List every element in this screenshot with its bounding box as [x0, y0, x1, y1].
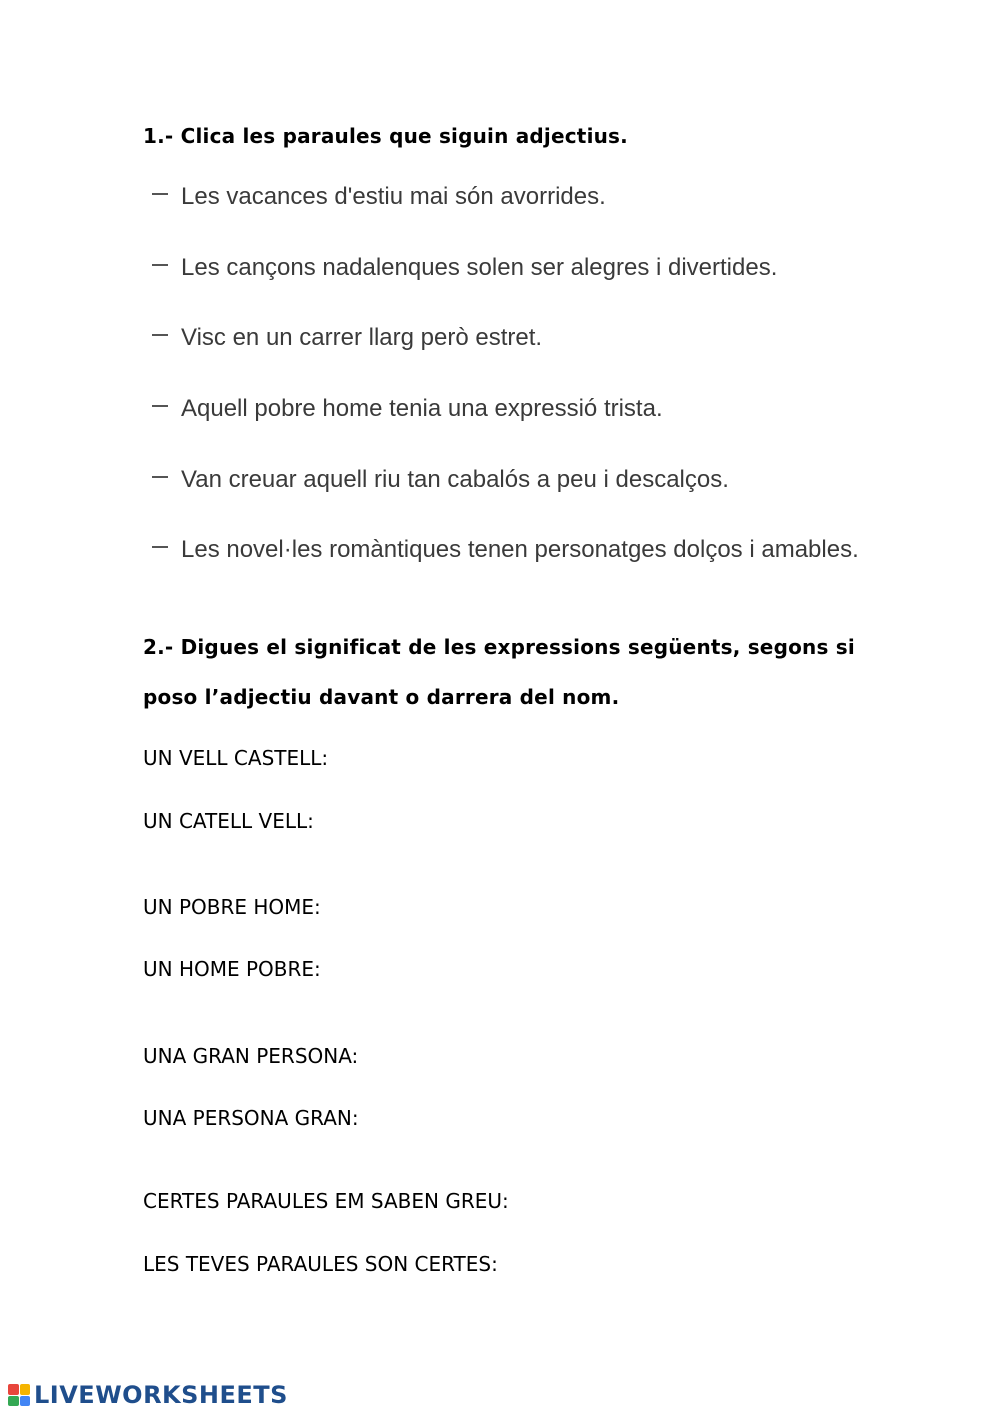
liveworksheets-logo — [8, 1381, 288, 1409]
sentence-3[interactable] — [152, 324, 542, 352]
expression-7: CERTES PARAULES EM SABEN GREU: — [143, 1189, 509, 1213]
logo-blocks-icon — [8, 1384, 30, 1406]
dash-icon — [152, 193, 168, 195]
section2-heading-line1: 2.- Digues el significat de les expressions següents, segons si — [143, 635, 855, 659]
sentence-4[interactable] — [152, 395, 663, 423]
expression-3: UN POBRE HOME: — [143, 895, 321, 919]
expression-4: UN HOME POBRE: — [143, 957, 321, 981]
dash-icon — [152, 476, 168, 478]
expression-6: UNA PERSONA GRAN: — [143, 1106, 359, 1130]
dash-icon — [152, 546, 168, 548]
expression-8: LES TEVES PARAULES SON CERTES: — [143, 1252, 498, 1276]
section2-heading-line2: poso l’adjectiu davant o darrera del nom. — [143, 685, 620, 709]
sentence-text[interactable]: Les novel·les romàntiques tenen personatges dolços i amables. — [181, 536, 859, 563]
expression-5: UNA GRAN PERSONA: — [143, 1044, 359, 1068]
logo-block — [8, 1384, 19, 1395]
logo-block — [20, 1384, 31, 1395]
logo-block — [20, 1396, 31, 1407]
logo-text: LIVEWORKSHEETS — [34, 1381, 288, 1409]
sentence-2[interactable] — [152, 254, 777, 282]
sentence-6[interactable] — [152, 536, 859, 564]
sentence-text[interactable]: Aquell pobre home tenia una expressió trista. — [181, 395, 663, 422]
section1-heading: 1.- Clica les paraules que siguin adjectius. — [143, 124, 628, 148]
sentence-5[interactable] — [152, 466, 729, 494]
dash-icon — [152, 405, 168, 407]
sentence-1[interactable] — [152, 183, 606, 211]
expression-2: UN CATELL VELL: — [143, 809, 314, 833]
sentence-text[interactable]: Visc en un carrer llarg però estret. — [181, 324, 543, 351]
dash-icon — [152, 264, 168, 266]
sentence-text[interactable]: Van creuar aquell riu tan cabalós a peu i descalços. — [181, 466, 729, 493]
dash-icon — [152, 334, 168, 336]
expression-1: UN VELL CASTELL: — [143, 746, 329, 770]
sentence-text[interactable]: Les cançons nadalenques solen ser alegres i divertides. — [181, 254, 778, 281]
sentence-text[interactable]: Les vacances d'estiu mai són avorrides. — [181, 183, 606, 210]
logo-block — [8, 1396, 19, 1407]
